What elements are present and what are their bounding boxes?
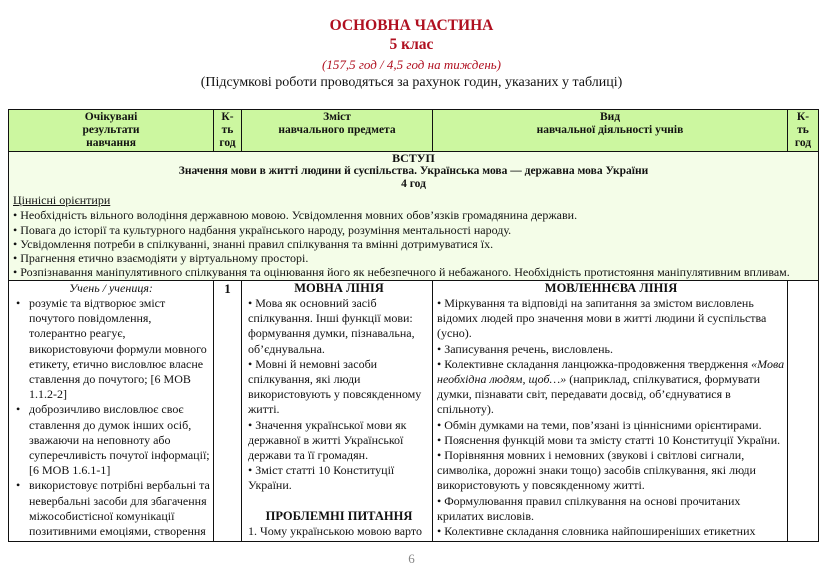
intro-title: ВСТУП [392, 151, 435, 165]
intro-cell [9, 152, 819, 281]
section-title: ОСНОВНА ЧАСТИНА [329, 17, 494, 34]
content-item: • Мова як основний засіб спілкування. Інші функції мови: формування думки, пізнавальна, об’єднувальна. [248, 295, 415, 356]
content-item: • Мовні й немовні засоби спілкування, які люди використовують у повсякденному житті. [248, 356, 422, 417]
quoted-statement: «Мова необхідна людям, щоб…» [437, 356, 785, 386]
problems-heading: ПРОБЛЕМНІ ПИТАННЯ [265, 508, 413, 523]
hours-value: 1 [224, 280, 231, 296]
activity-item: • Обмін думками на теми, пов’язані із ціннісними орієнтирами. [437, 417, 762, 432]
activity-item: • Порівняння мовних і немовних (звукові і світлові сигнали, символіка, дорожні знаки тощо) засобів спілкування, які люди використовують у повсякденному житті. [437, 447, 756, 493]
activity-hours-cell [788, 280, 819, 541]
col-header-hours: К- ть год [214, 110, 242, 152]
activity-item: • Пояснення функцій мови та змісту статті 10 Конституції України. [437, 432, 781, 447]
value-item: • Усвідомлення потреби в спілкуванні, знанні правил спілкування та вмінні дотримуватися їх. [13, 236, 494, 251]
content-item: • Зміст статті 10 Конституції України. [248, 463, 395, 493]
hours-cell [214, 280, 242, 541]
table-header-row [9, 110, 819, 152]
content-item: • Значення української мови як державної в житті Української держави та її громадян. [248, 417, 407, 462]
activity-item: • Міркування та відповіді на запитання за змістом висловлень відомих людей про значення мови в житті людини й суспільства (усно). [437, 295, 767, 341]
col-header-expected-results: Очікувані результати навчання [9, 110, 214, 152]
intro-subtitle: Значення мови в житті людини й суспільства. Українська мова — державна мова України [178, 165, 649, 177]
value-item: • Розпізнавання маніпулятивного спілкування та оцінювання його як небезпечного й небажаного. Необхідність протистояння маніпулятивним впливам. [13, 265, 790, 280]
value-item: • Повага до історії та культурного надбання українського народу, розуміння ментальності народу. [13, 222, 512, 237]
result-item: • використовує потрібні вербальні та невербальні засоби для збагачення міжособистісної комунікації позитивними емоціями, створення [29, 478, 211, 540]
lesson-row [9, 280, 819, 541]
activity-item: • Формулювання правил спілкування на основі прочитаних крилатих висловів. [437, 493, 741, 523]
results-list [11, 296, 211, 541]
intro-row [9, 152, 819, 281]
expected-results-cell [9, 280, 214, 541]
activity-cell [433, 280, 788, 541]
result-item: • розуміє та відтворює зміст почутого повідомлення, толерантно реагує, використовуючи формули мовного етикету, етично висловлює власне ставлення до почутого; [6 МОВ 1.1.2-2] [29, 296, 211, 402]
learner-label: Учень / учениця: [69, 280, 153, 295]
col-header-hours-2: К- ть год [788, 110, 819, 152]
col-header-subject-content: Зміст навчального предмета [242, 110, 433, 152]
result-item: • доброзичливо висловлює своє ставлення до думок інших осіб, зважаючи на неповноту або суперечливість почутої інформації; [6 МОВ 1.6.1-1] [29, 402, 211, 478]
problem-item: 1. Чому українською мовою варто [248, 523, 422, 538]
curriculum-table [8, 109, 819, 542]
value-item: • Необхідність вільного володіння державною мовою. Усвідомлення мовних обов’язків громадянина держави. [13, 208, 578, 223]
values-list [13, 208, 814, 279]
col-header-activity-type: Вид навчальної діяльності учнів [433, 110, 788, 152]
assessment-note: (Підсумкові роботи проводяться за рахунок годин, указаних у таблиці) [200, 75, 623, 90]
grade-title: 5 клас [389, 36, 434, 53]
hours-summary: (157,5 год / 4,5 год на тиждень) [321, 57, 502, 72]
activity-item: • Колективне складання ланцюжка-продовження твердження «Мова необхідна людям, щоб…» (наприклад, спілкуватися, формувати думки, пізнавати світ, передавати досвід, об’єднуватися в спільноту). [437, 356, 785, 417]
activity-item: • Колективне складання словника найпоширеніших етикетних [437, 523, 756, 538]
page-number: 6 [408, 551, 415, 566]
subject-content-cell [242, 280, 433, 541]
speech-line-heading: МОВЛЕННЄВА ЛІНІЯ [544, 280, 678, 295]
language-line-heading: МОВНА ЛІНІЯ [294, 280, 384, 295]
values-heading: Ціннісні орієнтири [13, 193, 111, 207]
intro-hours: 4 год [401, 178, 426, 190]
value-item: • Прагнення етично взаємодіяти у віртуальному просторі. [13, 251, 309, 266]
activity-item: • Записування речень, висловлень. [437, 341, 613, 356]
